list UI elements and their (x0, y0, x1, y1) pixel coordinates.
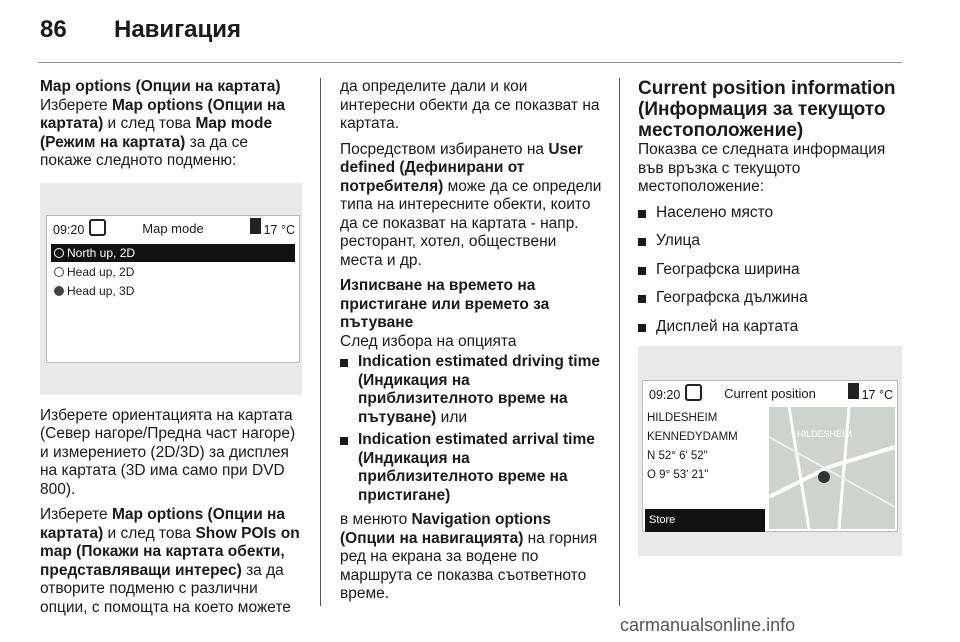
temperature: 17 °C (263, 222, 295, 237)
list-item: Географска дължина (638, 289, 902, 308)
column-divider (619, 78, 620, 606)
phone-icon (250, 218, 261, 234)
clock: 09:20 (53, 222, 85, 237)
column-divider (320, 78, 321, 606)
column-3 (638, 78, 902, 568)
watermark: carmanualsonline.info (620, 615, 796, 635)
temperature: 17 °C (861, 388, 893, 402)
phone-icon (848, 383, 859, 399)
clock: 09:20 (649, 388, 681, 402)
store-button[interactable]: Store (645, 509, 765, 532)
list-item: Населено място (638, 204, 902, 223)
page-number: 86 (40, 16, 67, 43)
screen-title: Map mode (142, 220, 204, 236)
current-position-screenshot (638, 346, 902, 556)
option-north-up-2d[interactable]: North up, 2D (51, 244, 295, 262)
paragraph: Показва се следната информация във връзка с текущото местоположение: (638, 141, 886, 195)
map-mode-screenshot (40, 183, 302, 395)
section-heading-arrival-time: Изписване на времето на пристигане или времето за пътуване (340, 277, 550, 331)
column-1 (40, 78, 302, 624)
option-head-up-2d[interactable]: Head up, 2D (51, 263, 295, 281)
paragraph: да определите дали и кои интересни обекти да се показват на картата. (340, 78, 600, 132)
paragraph: в менюто Navigation options (Опции на навигацията) на горния ред на екрана за водене по маршрута се показва съответното време. (340, 511, 598, 602)
paragraph: След избора на опцията (340, 332, 517, 350)
list-item: Географска ширина (638, 261, 902, 280)
list-item: Дисплей на картата (638, 318, 902, 337)
column-2 (340, 78, 602, 611)
paragraph: Посредством избирането на User defined (Дефинирани от потребителя) може да се определи типа на интересните обекти, които да се показват на картата - напр. ресторант, хотел, обществени места и др. (340, 140, 602, 269)
latitude: N 52° 6' 52" (647, 450, 708, 462)
section-heading-map-options: Map options (Опции на картата) (40, 78, 281, 95)
longitude: O 9° 53' 21" (647, 469, 709, 481)
list-item: Улица (638, 232, 902, 251)
header-rule (38, 62, 902, 63)
paragraph: Изберете Map options (Опции на картата) и след това Show POIs on map (Покажи на картата обекти, представляващи интерес) за да отворите подменю с различни опции, с помощта на което можете (40, 506, 300, 616)
page-title: Навигация (114, 16, 242, 43)
map-label: HILDESHEIM (797, 429, 853, 439)
list-item: Indication estimated arrival time (Индикация на приблизителното време на пристигане) (340, 431, 602, 505)
city-name: HILDESHEIM (647, 412, 718, 424)
paragraph: Изберете ориентацията на картата (Север нагоре/Предна част нагоре) и измерението (2D/3D) за дисплея на картата (3D има само при DVD 800). (40, 406, 296, 498)
info-list (638, 204, 902, 337)
section-heading-current-position: Current position information (Информация за текущото местоположение) (638, 78, 896, 141)
option-list (340, 353, 602, 505)
screen-title: Current position (724, 386, 816, 401)
street-name: KENNEDYDAMM (647, 431, 738, 443)
radio-icon (54, 248, 64, 258)
radio-icon (54, 286, 64, 296)
paragraph: Изберете Map options (Опции на картата) и след това Map mode (Режим на картата) за да се покаже следното подменю: (40, 96, 286, 169)
option-head-up-3d[interactable]: Head up, 3D (51, 282, 295, 300)
map-view[interactable] (769, 407, 895, 529)
radio-icon (54, 267, 64, 277)
list-item: Indication estimated driving time (Индикация на приблизителното време на пътуване) или (340, 353, 602, 427)
